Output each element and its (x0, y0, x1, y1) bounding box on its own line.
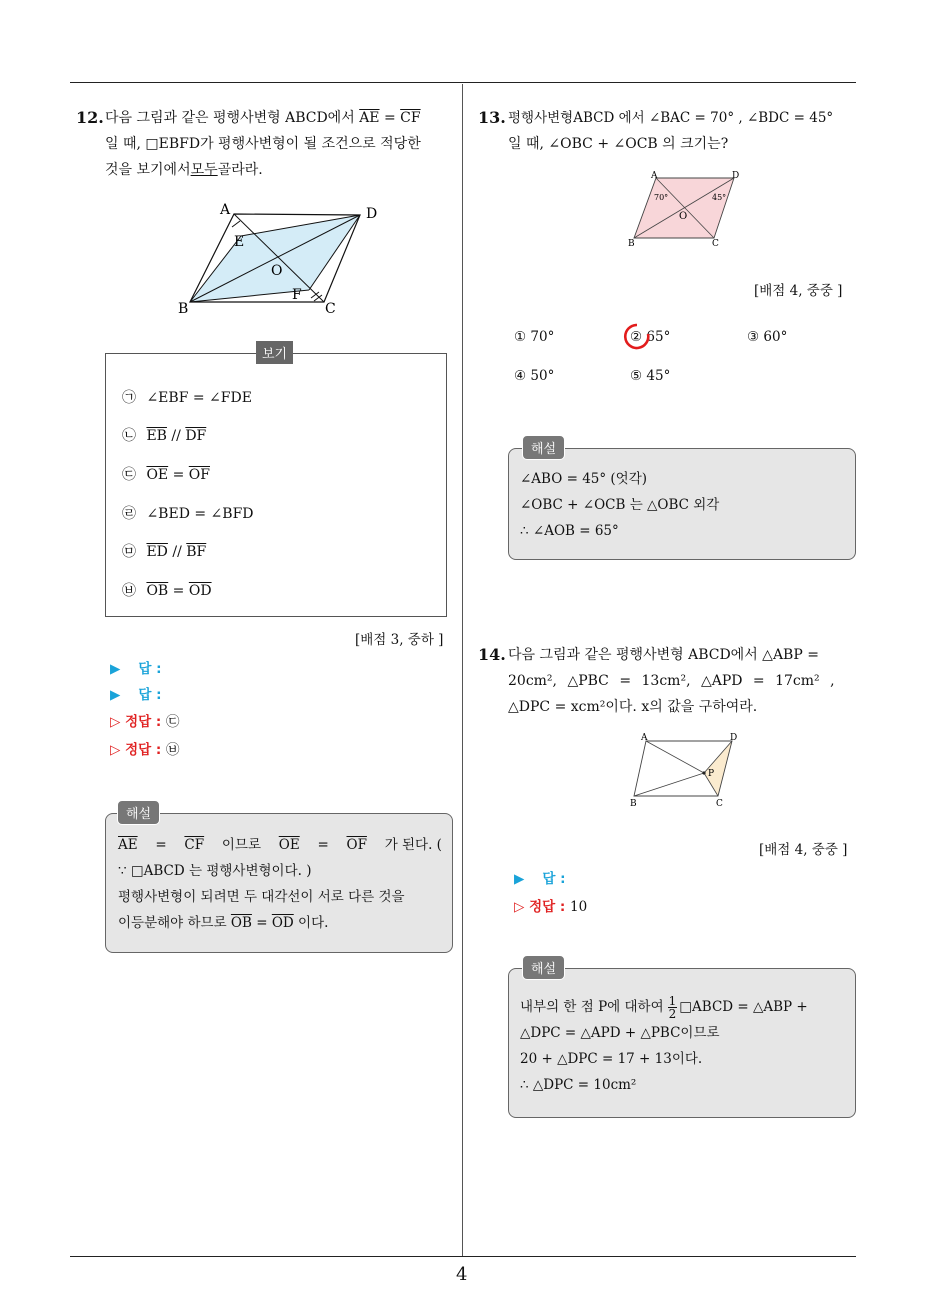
choice-seg2: $\overline{DF}$ (185, 428, 207, 444)
q12-parallelogram-figure (170, 196, 400, 322)
q13-label-c: C (712, 239, 719, 249)
q12-label-f: F (292, 287, 302, 303)
choice-seg2: $\overline{BF}$ (186, 544, 207, 560)
choice-mark: ㉥ (122, 583, 136, 599)
q13-number: 13. (478, 108, 506, 127)
correct-label: 정답 : (125, 742, 162, 758)
segment-cf: $\overline{CF}$ (400, 110, 421, 126)
q12-tick-ae (232, 221, 240, 227)
choice-mark: ㉤ (122, 544, 136, 560)
choice-mid: // (171, 428, 181, 444)
play-icon: ▶ (110, 687, 121, 703)
choice-seg1: $\overline{OE}$ (146, 467, 169, 483)
correct-value: ㉥ (165, 742, 180, 758)
q12-line3a: 것을 보기에서 (105, 162, 191, 178)
q14-label-b: B (630, 799, 637, 808)
q12-label-o: O (271, 263, 283, 279)
choice-seg1: $\overline{EB}$ (146, 428, 167, 444)
correct-value: 10 (569, 899, 588, 915)
q13-sol-line1: ∠ABO = 45° (엇각) (520, 471, 648, 487)
answer-label: 답 : (138, 687, 162, 703)
top-rule (70, 82, 856, 83)
choice-mid: = (172, 583, 185, 599)
choice-text: ∠EBF = ∠FDE (146, 390, 252, 406)
q14-label-d: D (730, 733, 738, 743)
q12-label-d: D (366, 206, 378, 222)
q13-question (508, 105, 858, 157)
q12-choices-box-label: 보기 (256, 341, 293, 364)
equals-sign: = (383, 110, 396, 126)
q13-option-2[interactable]: ② 65° (630, 329, 671, 345)
sol-line4a: 이등분해야 하므로 (118, 915, 227, 931)
q12-score: [배점 3, 중하 ] (355, 632, 444, 648)
q12-choice-2 (122, 425, 206, 445)
sol-line2: ∵ □ABCD 는 평행사변형이다. ) (118, 863, 312, 879)
q14-sol-line2: △DPC = △APD + △PBC이므로 (520, 1025, 720, 1041)
q13-option-5[interactable]: ⑤ 45° (630, 368, 671, 384)
sol-seg-of: $\overline{OF}$ (346, 837, 367, 853)
page-number: 4 (456, 1264, 468, 1285)
sol-eq: = (256, 915, 268, 931)
q12-line2: 일 때, □EBFD가 평행사변형이 될 조건으로 적당한 (105, 136, 421, 152)
correct-label: 정답 : (529, 899, 566, 915)
q14-line-pb (634, 773, 704, 796)
play-icon: ▶ (514, 871, 525, 887)
bottom-rule (70, 1256, 856, 1257)
q14-label-p: P (708, 769, 715, 779)
q13-label-a: A (651, 171, 658, 181)
q14-point-p (702, 771, 705, 774)
q14-solution-text (520, 994, 850, 1098)
q12-choice-5 (122, 541, 206, 561)
choice-mark: ㉣ (122, 506, 136, 522)
q12-number: 12. (76, 108, 104, 127)
q13-solution-text (520, 466, 850, 544)
q14-sol-line1a: 내부의 한 점 P에 대하여 (520, 999, 664, 1015)
fraction-numerator: 1 (668, 993, 677, 1008)
sol-line3: 평행사변형이 되려면 두 대각선이 서로 다른 것을 (118, 889, 405, 905)
choice-mark: ㉡ (122, 428, 136, 444)
q12-line1: 다음 그림과 같은 평행사변형 ABCD에서 (105, 110, 355, 126)
q14-sol-line4: ∴ △DPC = 10cm² (520, 1077, 637, 1093)
choice-mark: ㉠ (122, 390, 136, 406)
q12-choice-1 (122, 387, 252, 407)
outline-triangle-icon: ▷ (514, 899, 525, 915)
column-divider (462, 84, 463, 1256)
q14-label-c: C (716, 799, 723, 808)
q14-solution-tag: 해설 (522, 955, 565, 980)
choice-seg1: $\overline{ED}$ (146, 544, 168, 560)
sol-seg-od: $\overline{OD}$ (271, 915, 294, 931)
sol-text: 가 된다. ( (384, 837, 442, 853)
choice-mark: ㉢ (122, 467, 136, 483)
q12-question (105, 105, 460, 183)
q12-answer-line-1 (110, 657, 162, 677)
q13-option-1[interactable]: ① 70° (514, 329, 555, 345)
q12-line3c: 골라라. (217, 162, 263, 178)
q14-question (508, 642, 858, 720)
choice-mid: // (172, 544, 182, 560)
q12-emphasis: 모두 (190, 162, 218, 178)
q14-sol-line3: 20 + △DPC = 17 + 13이다. (520, 1051, 703, 1067)
q14-line-pa (646, 741, 704, 773)
q14-line1: 다음 그림과 같은 평행사변형 ABCD에서 △ABP = (508, 647, 819, 663)
sol-seg-ob: $\overline{OB}$ (230, 915, 252, 931)
q12-choice-6 (122, 580, 212, 600)
sol-seg-oe: $\overline{OE}$ (278, 837, 300, 853)
answer-label: 답 : (138, 661, 162, 677)
q13-label-o: O (679, 211, 688, 222)
q12-label-e: E (234, 234, 245, 250)
sol-line4e: 이다. (298, 915, 329, 931)
segment-ae: $\overline{AE}$ (359, 110, 380, 126)
sol-eq: = (155, 837, 167, 853)
q13-angle-a: 70° (654, 193, 669, 202)
q12-choice-3 (122, 464, 210, 484)
choice-mid: = (172, 467, 185, 483)
q12-correct-2 (110, 738, 179, 758)
q12-label-a: A (220, 202, 231, 218)
q12-solution-tag: 해설 (117, 800, 160, 825)
q14-label-a: A (641, 733, 648, 743)
sol-seg-ae: $\overline{AE}$ (118, 837, 138, 853)
q14-parallelogram-figure (626, 728, 744, 808)
q13-selected-circle-icon (622, 322, 652, 352)
q13-line1: 평행사변형ABCD 에서 ∠BAC = 70° , ∠BDC = 45° (508, 110, 834, 126)
q13-sol-line3: ∴ ∠AOB = 65° (520, 523, 619, 539)
q12-label-b: B (178, 301, 189, 317)
choice-seg2: $\overline{OF}$ (188, 467, 210, 483)
q14-number: 14. (478, 645, 506, 664)
q12-answer-line-2 (110, 683, 162, 703)
q13-angle-d: 45° (712, 193, 727, 202)
sol-text: 이므로 (221, 837, 261, 853)
q12-solution-text (118, 832, 442, 936)
q13-label-b: B (628, 239, 635, 249)
outline-triangle-icon: ▷ (110, 714, 121, 730)
q13-label-d: D (732, 171, 740, 181)
answer-label: 답 : (542, 871, 566, 887)
sol-eq: = (317, 837, 329, 853)
correct-label: 정답 : (125, 714, 162, 730)
q14-sol-fraction (668, 995, 678, 1020)
q14-sol-line1b: □ABCD = △ABP + (679, 999, 808, 1015)
q13-line2: 일 때, ∠OBC + ∠OCB 의 크기는? (508, 136, 729, 152)
q14-line2: 20cm², △PBC = 13cm², △APD = 17cm² , (508, 673, 835, 689)
sol-seg-cf: $\overline{CF}$ (184, 837, 205, 853)
choice-seg1: $\overline{OB}$ (146, 583, 169, 599)
play-icon: ▶ (110, 661, 121, 677)
choice-seg2: $\overline{OD}$ (188, 583, 212, 599)
fraction-denominator: 2 (668, 1006, 677, 1021)
q12-correct-1 (110, 710, 179, 730)
choice-text: ∠BED = ∠BFD (146, 506, 254, 522)
q14-correct (514, 895, 587, 915)
correct-value: ㉢ (165, 714, 180, 730)
q14-score: [배점 4, 중중 ] (759, 842, 848, 858)
q13-score: [배점 4, 중중 ] (754, 283, 843, 299)
outline-triangle-icon: ▷ (110, 742, 121, 758)
q13-option-4[interactable]: ④ 50° (514, 368, 555, 384)
q13-sol-line2: ∠OBC + ∠OCB 는 △OBC 외각 (520, 497, 720, 513)
q13-parallelogram-figure (622, 168, 752, 252)
q13-option-3[interactable]: ③ 60° (747, 329, 788, 345)
q14-answer-line (514, 867, 566, 887)
q12-choice-4 (122, 503, 254, 523)
q14-line3: △DPC = xcm²이다. x의 값을 구하여라. (508, 699, 758, 715)
q12-label-c: C (325, 301, 336, 317)
q13-solution-tag: 해설 (522, 435, 565, 460)
